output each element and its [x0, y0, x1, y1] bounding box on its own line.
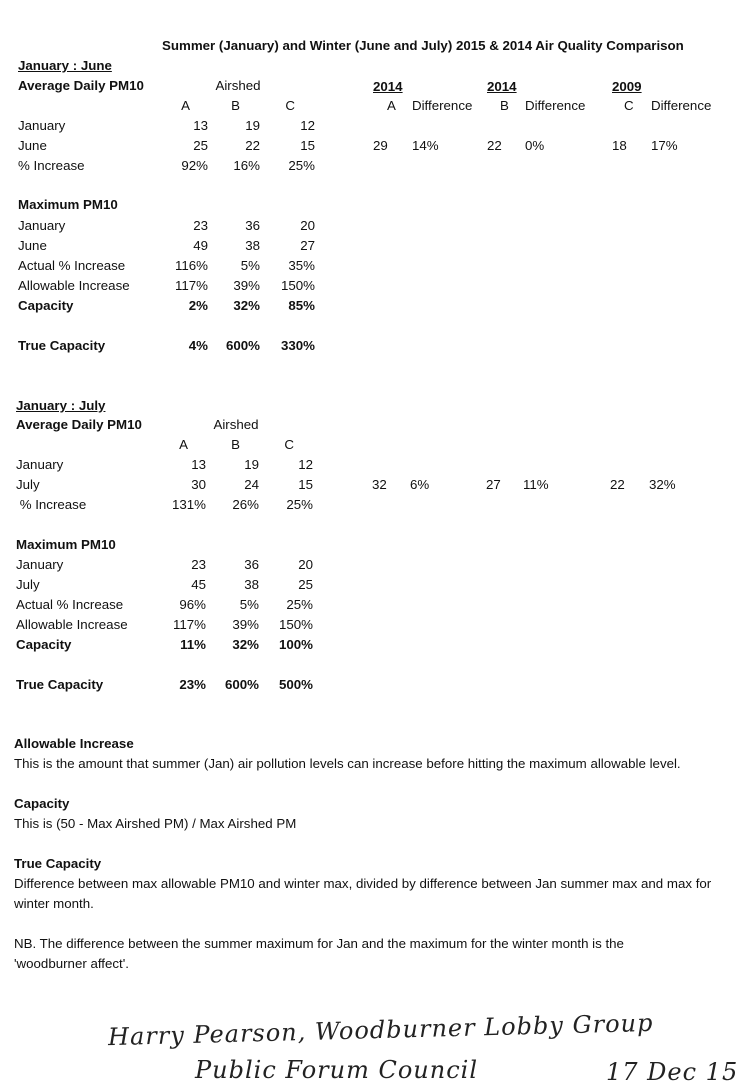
row-label: June: [18, 238, 47, 253]
cell-a: 23: [191, 557, 206, 572]
cell-b: 26%: [232, 497, 259, 512]
cell-b: 32%: [233, 298, 260, 313]
cell-c: 35%: [288, 258, 315, 273]
col-header-b: B: [231, 437, 240, 452]
row-label: January: [18, 218, 66, 233]
cell-a: 96%: [179, 597, 206, 612]
cell-a: 11%: [180, 637, 206, 652]
cell-a: 23: [193, 218, 208, 233]
compare-year-2: 2014: [487, 79, 517, 94]
cell-b: 22: [245, 138, 260, 153]
nb-note: NB. The difference between the summer maximum for Jan and the maximum for the winter month is the 'woodburner affect'.: [14, 936, 624, 971]
cell-c: 25%: [286, 597, 313, 612]
max-heading: Maximum PM10: [16, 537, 116, 552]
compare-value: 32: [372, 477, 387, 492]
col-header-c: C: [285, 98, 295, 113]
cell-c: 25%: [286, 497, 313, 512]
cell-b: 16%: [233, 158, 260, 173]
row-label: June: [18, 138, 47, 153]
cell-a: 117%: [174, 278, 208, 293]
row-label: Capacity: [16, 637, 72, 652]
compare-diff-2: Difference: [525, 98, 586, 113]
cell-a: 4%: [188, 338, 208, 353]
compare-value: 22: [610, 477, 625, 492]
note-heading-capacity: Capacity: [14, 796, 70, 811]
cell-b: 38: [245, 238, 260, 253]
compare-col-c: C: [624, 98, 634, 113]
cell-b: 36: [245, 218, 260, 233]
signature-date: 17 Dec 15: [606, 1058, 739, 1086]
compare-value: 29: [373, 138, 388, 153]
note-heading-true-capacity: True Capacity: [14, 856, 102, 871]
cell-c: 500%: [278, 677, 313, 692]
cell-c: 20: [298, 557, 313, 572]
cell-b: 600%: [224, 677, 259, 692]
cell-c: 20: [300, 218, 315, 233]
compare-col-a: A: [387, 98, 396, 113]
cell-c: 27: [300, 238, 315, 253]
row-label: July: [16, 477, 40, 492]
row-label: Actual % Increase: [16, 597, 124, 612]
cell-a: 23%: [179, 677, 206, 692]
cell-a: 25: [193, 138, 208, 153]
note-text-capacity: This is (50 - Max Airshed PM) / Max Airshed PM: [14, 816, 297, 831]
max-heading: Maximum PM10: [18, 197, 118, 212]
cell-b: 36: [244, 557, 259, 572]
cell-c: 15: [298, 477, 313, 492]
cell-a: 116%: [174, 258, 208, 273]
row-label: Allowable Increase: [18, 278, 130, 293]
cell-a: 2%: [188, 298, 208, 313]
cell-b: 19: [245, 118, 260, 133]
cell-c: 25: [298, 577, 313, 592]
cell-c: 150%: [280, 278, 315, 293]
cell-b: 32%: [232, 637, 259, 652]
cell-c: 85%: [288, 298, 315, 313]
compare-year-3: 2009: [612, 79, 642, 94]
cell-c: 100%: [278, 637, 313, 652]
true-capacity-label: True Capacity: [16, 677, 104, 692]
cell-c: 15: [300, 138, 315, 153]
cell-b: 5%: [239, 597, 259, 612]
cell-b: 38: [244, 577, 259, 592]
cell-a: 92%: [181, 158, 208, 173]
note-text-true-capacity: Difference between max allowable PM10 and winter max, divided by difference between Jan summer max and max for winter month.: [14, 876, 712, 911]
cell-a: 30: [191, 477, 206, 492]
cell-a: 13: [193, 118, 208, 133]
cell-c: 25%: [288, 158, 315, 173]
section-period-heading: January : June: [18, 58, 112, 73]
note-text-allowable: This is the amount that summer (Jan) air pollution levels can increase before hitting the maximum allowable level.: [14, 756, 681, 771]
row-label: January: [18, 118, 66, 133]
compare-diff: 6%: [410, 477, 430, 492]
col-header-a: A: [181, 98, 190, 113]
cell-b: 19: [244, 457, 259, 472]
cell-c: 150%: [278, 617, 313, 632]
note-heading-allowable: Allowable Increase: [14, 736, 134, 751]
row-label: Capacity: [18, 298, 74, 313]
compare-diff: 32%: [649, 477, 676, 492]
true-capacity-label: True Capacity: [18, 338, 106, 353]
section-period-heading: January : July: [16, 398, 106, 413]
compare-diff: 11%: [523, 477, 549, 492]
cell-b: 39%: [232, 617, 259, 632]
compare-year-1: 2014: [373, 79, 403, 94]
cell-a: 13: [191, 457, 206, 472]
compare-diff-1: Difference: [412, 98, 473, 113]
col-header-c: C: [284, 437, 294, 452]
compare-diff-3: Difference: [651, 98, 712, 113]
cell-a: 131%: [171, 497, 206, 512]
col-header-b: B: [231, 98, 240, 113]
cell-a: 45: [191, 577, 206, 592]
cell-c: 330%: [280, 338, 315, 353]
row-label: January: [16, 457, 64, 472]
row-label: Allowable Increase: [16, 617, 128, 632]
compare-col-b: B: [500, 98, 509, 113]
avg-heading: Average Daily PM10: [18, 78, 144, 93]
compare-value: 18: [612, 138, 627, 153]
row-label: % Increase: [18, 158, 85, 173]
row-label: Actual % Increase: [18, 258, 126, 273]
compare-value: 27: [486, 477, 501, 492]
page-title: Summer (January) and Winter (June and July) 2015 & 2014 Air Quality Comparison: [162, 38, 684, 53]
avg-heading: Average Daily PM10: [16, 417, 142, 432]
signature-line-2: Public Forum Council: [195, 1056, 479, 1084]
row-label: % Increase: [16, 497, 87, 512]
cell-c: 12: [298, 457, 313, 472]
col-header-a: A: [179, 437, 188, 452]
cell-b: 39%: [233, 278, 260, 293]
cell-b: 600%: [225, 338, 260, 353]
compare-diff: 14%: [412, 138, 439, 153]
cell-c: 12: [300, 118, 315, 133]
airshed-label: Airshed: [213, 417, 259, 432]
airshed-label: Airshed: [215, 78, 261, 93]
cell-a: 117%: [172, 617, 206, 632]
cell-a: 49: [193, 238, 208, 253]
compare-value: 22: [487, 138, 502, 153]
compare-diff: 17%: [651, 138, 678, 153]
row-label: July: [16, 577, 40, 592]
cell-b: 5%: [240, 258, 260, 273]
row-label: January: [16, 557, 64, 572]
compare-diff: 0%: [525, 138, 545, 153]
cell-b: 24: [244, 477, 259, 492]
signature-line-1: Harry Pearson, Woodburner Lobby Group: [107, 1008, 654, 1052]
